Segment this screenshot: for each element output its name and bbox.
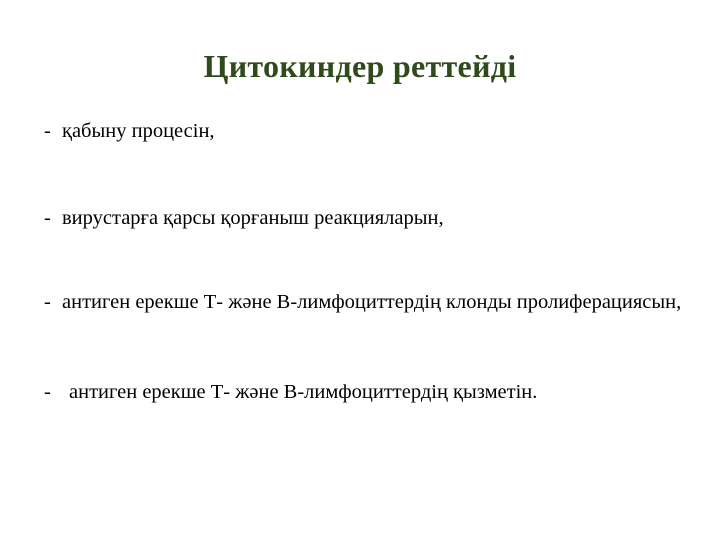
bullet-marker: - <box>44 207 51 230</box>
bullet-marker: - <box>44 120 51 142</box>
bullet-marker: - <box>44 381 51 404</box>
list-item-text: антиген ерекше Т- және В-лимфоциттердің қызметін. <box>69 381 538 404</box>
list-item-text: антиген ерекше Т- және В-лимфоциттердің клонды пролиферациясын, <box>62 291 682 314</box>
list-item <box>44 205 704 232</box>
list-item <box>44 118 704 145</box>
list-item <box>44 289 704 316</box>
list-item-text: қабыну процесін, <box>62 120 215 142</box>
list-item <box>44 379 704 406</box>
bullet-marker: - <box>44 291 51 314</box>
bullet-list <box>44 112 704 406</box>
list-item-text: вирустарға қарсы қорғаныш реакцияларын, <box>62 207 444 230</box>
page-title: Цитокиндер реттейді <box>203 48 517 84</box>
